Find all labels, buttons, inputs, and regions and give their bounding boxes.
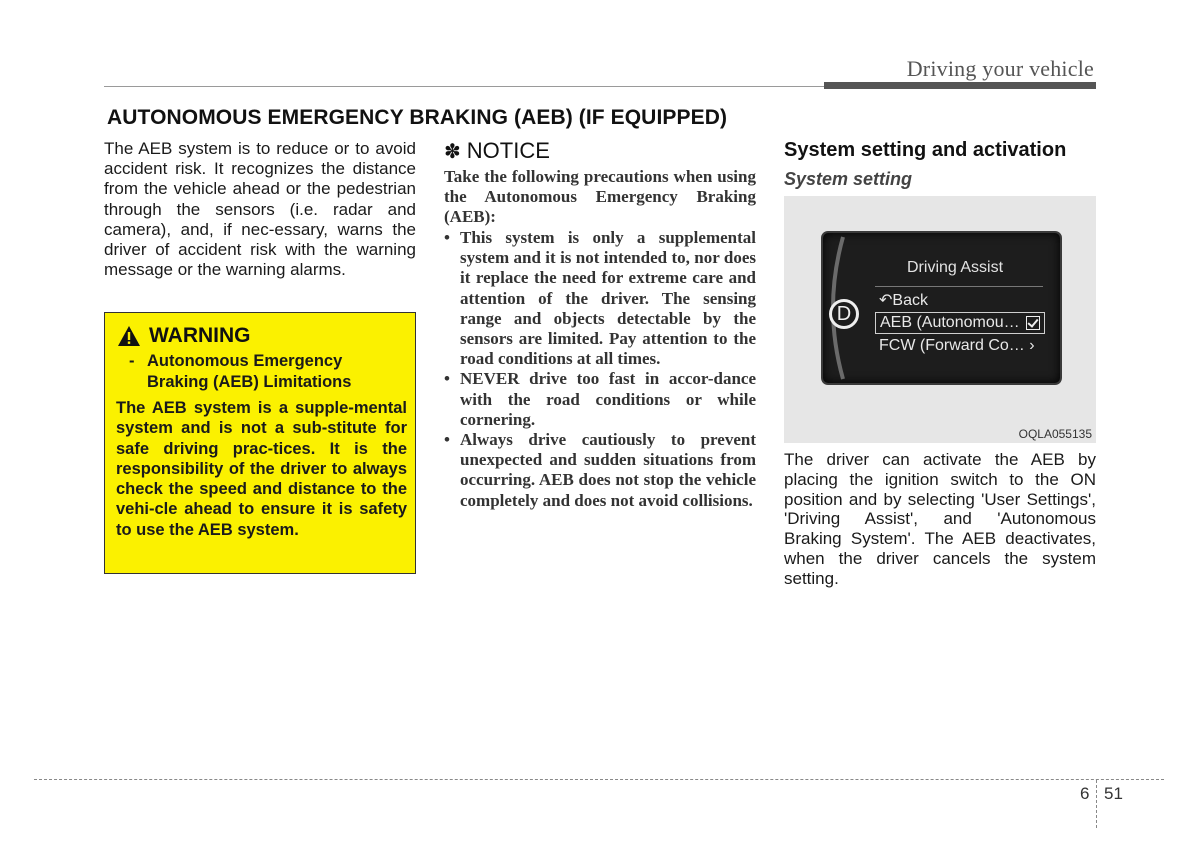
footer-rule (34, 779, 1164, 780)
header-rule (104, 86, 824, 87)
cluster-screen (821, 231, 1062, 385)
notice-list (444, 228, 756, 511)
warning-subtitle-block (129, 351, 407, 393)
menu-divider (875, 286, 1043, 287)
back-arrow-icon: ↶ (879, 292, 893, 309)
bullet-icon: • (444, 430, 450, 450)
intro-paragraph: The AEB system is to reduce or to avoid accident risk. It recognizes the distance from the vehicle ahead or the pedestrian through the sensors (i.e. radar and camera), and, if nec-essary, warns the driver of accident risk with the warning message or the warning alarms. (104, 139, 416, 280)
menu-aeb-label: AEB (Autonomou… (880, 314, 1020, 331)
menu-fcw-item (879, 337, 1035, 355)
notice-heading (444, 138, 550, 164)
menu-back-item (879, 290, 928, 310)
notice-list-item (444, 369, 756, 430)
notice-item-text: Always drive cautiously to prevent unexpected and sudden situations from occurring. AEB does not stop the vehicle completely and does not avoid collisions. (460, 430, 756, 510)
warning-subtitle: Autonomous Emergency Braking (AEB) Limitations (147, 352, 352, 391)
warning-heading (117, 324, 251, 348)
checkbox-checked-icon (1026, 316, 1040, 330)
warning-box (104, 312, 416, 574)
notice-item-text: This system is only a supplemental system and it is not intended to, nor does it replace the need for extreme care and attention of the driver. The sensing range and objects detectable by the sensors are limited. Pay attention to the road conditions at all times. (460, 228, 756, 369)
bullet-icon: • (444, 228, 450, 247)
page-section-number: 6 (1080, 784, 1090, 803)
notice-star-icon: ✽ (444, 140, 461, 163)
cluster-display-figure (784, 196, 1096, 443)
chevron-right-icon: › (1029, 337, 1035, 354)
menu-back-label: Back (892, 292, 928, 309)
footer-divider (1096, 780, 1097, 828)
system-setting-body: The driver can activate the AEB by placing the ignition switch to the ON position and by selecting 'User Settings', 'Driving Assist', and 'Autonomous Braking System'. The AEB deactivates, when the driver cancels the system setting. (784, 450, 1096, 588)
notice-list-item (444, 430, 756, 511)
warning-label: WARNING (149, 324, 251, 347)
warning-triangle-icon (117, 325, 141, 347)
section-title: AUTONOMOUS EMERGENCY BRAKING (AEB) (IF EQUIPPED) (107, 106, 728, 129)
header-rule-accent (824, 82, 1096, 89)
system-setting-subheading: System setting (784, 169, 913, 189)
menu-fcw-label: FCW (Forward Co… (879, 337, 1025, 354)
page-number: 51 (1104, 784, 1123, 803)
image-code: OQLA055135 (1018, 427, 1092, 441)
bullet-icon: • (444, 369, 450, 389)
system-setting-heading: System setting and activation (784, 139, 1067, 161)
running-head: Driving your vehicle (906, 56, 1094, 81)
menu-aeb-item (875, 312, 1045, 334)
notice-intro: Take the following precautions when using the Autonomous Emergency Braking (AEB): (444, 167, 756, 227)
warning-body: The AEB system is a supple-mental system and is not a sub-stitute for safe driving prac-tices. It is the responsibility of the driver to always check the speed and distance to the vehi-cle ahead to ensure it is safety to use the AEB system. (116, 399, 407, 539)
menu-title: Driving Assist (907, 259, 1004, 276)
notice-item-text: NEVER drive too fast in accor-dance with the road conditions or while cornering. (460, 369, 756, 429)
notice-list-item (444, 228, 756, 369)
notice-label: NOTICE (466, 138, 550, 163)
gear-indicator: D (829, 299, 859, 329)
warning-dash: - (129, 352, 135, 370)
